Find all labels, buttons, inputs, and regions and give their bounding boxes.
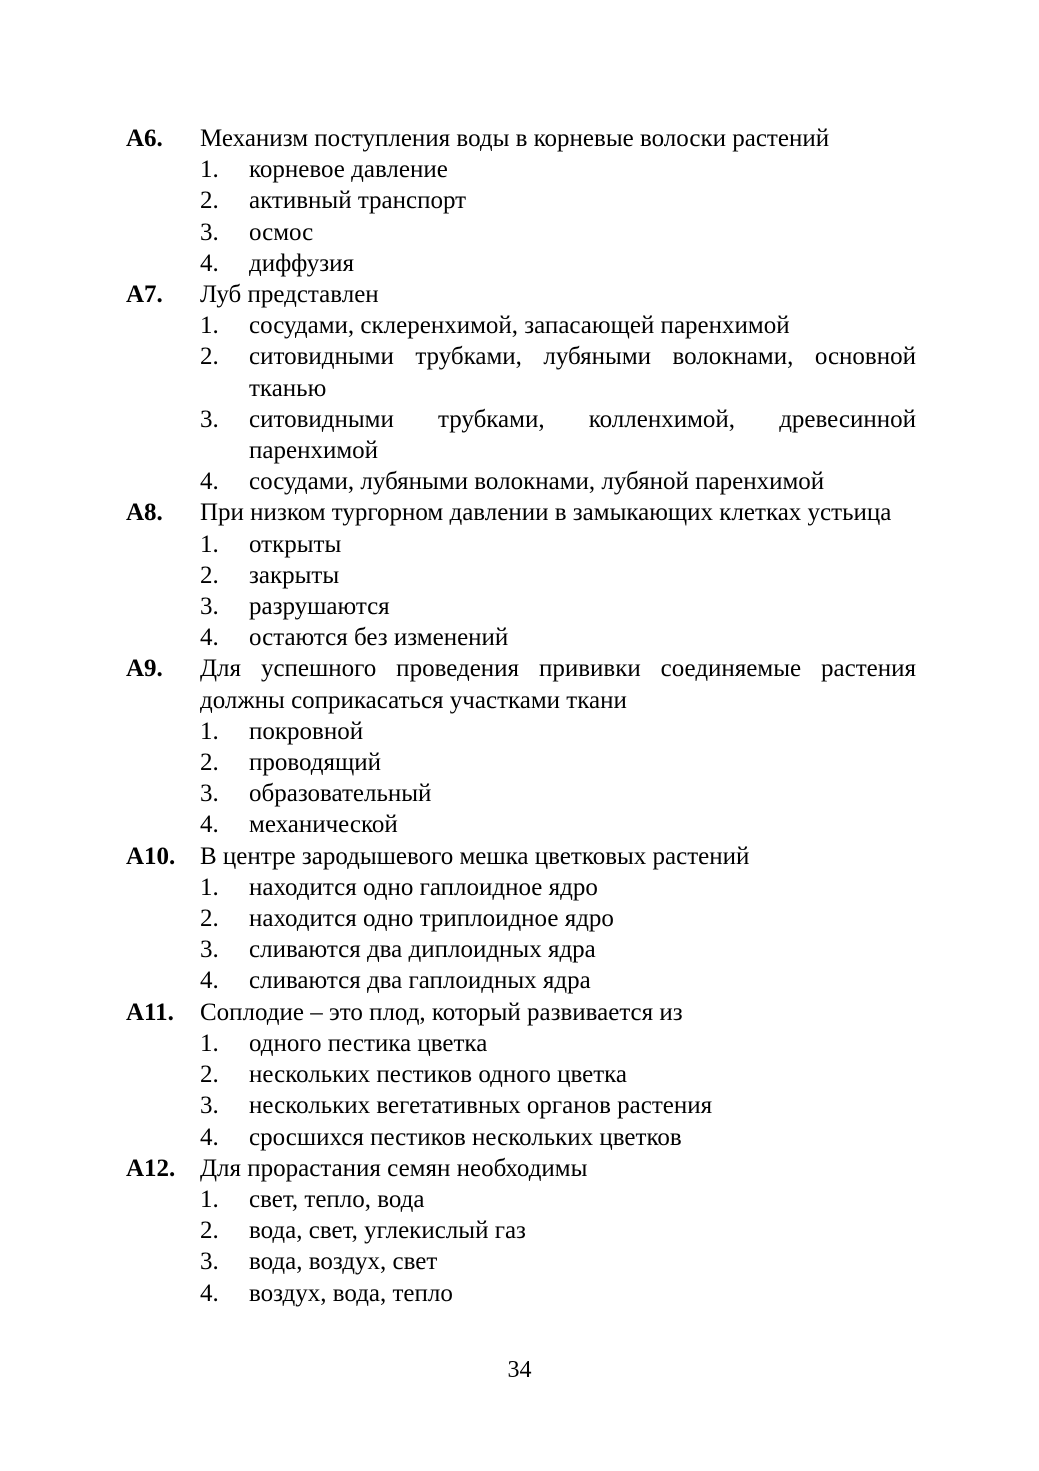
option-text: сливаются два гаплоидных ядра (249, 967, 591, 995)
option-number: 4. (200, 1279, 219, 1307)
option-text: остаются без изменений (249, 624, 509, 652)
option-text: вода, свет, углекислый газ (249, 1217, 526, 1245)
option-text: покровной (249, 717, 364, 745)
question-row (126, 123, 916, 154)
option-text: свет, тепло, вода (249, 1185, 425, 1213)
answer-option (126, 716, 916, 747)
answer-option (126, 248, 916, 279)
option-text: сосудами, склеренхимой, запасающей паренхимой (249, 312, 790, 340)
option-text: диффузия (249, 249, 354, 277)
option-number: 1. (200, 1029, 219, 1057)
option-number: 4. (200, 967, 219, 995)
question-block (126, 1153, 916, 1309)
option-number: 3. (200, 593, 219, 621)
question-text: В центре зародышевого мешка цветковых растений (200, 842, 750, 870)
option-number: 3. (200, 405, 219, 433)
question-row (126, 997, 916, 1028)
option-number: 2. (200, 343, 219, 371)
answer-option (126, 778, 916, 809)
option-number: 4. (200, 624, 219, 652)
option-number: 1. (200, 156, 219, 184)
answer-option (126, 1184, 916, 1215)
option-number: 1. (200, 530, 219, 558)
question-number: А10. (126, 842, 176, 870)
option-number: 2. (200, 749, 219, 777)
option-number: 2. (200, 1061, 219, 1089)
answer-option (126, 591, 916, 622)
option-text: сливаются два диплоидных ядра (249, 936, 596, 964)
question-number: А8. (126, 499, 163, 527)
question-row (126, 497, 916, 528)
page-number: 34 (507, 1357, 532, 1383)
option-text: проводящий (249, 749, 382, 777)
option-number: 1. (200, 1185, 219, 1213)
option-number: 2. (200, 187, 219, 215)
answer-option (126, 965, 916, 996)
option-number: 3. (200, 936, 219, 964)
answer-option (126, 466, 916, 497)
option-text: корневое давление (249, 156, 448, 184)
option-number: 2. (200, 1217, 219, 1245)
option-text: находится одно триплоидное ядро (249, 905, 614, 933)
question-row (126, 279, 916, 310)
answer-option (126, 934, 916, 965)
option-text: закрыты (249, 561, 340, 589)
question-row (126, 653, 916, 715)
answer-option (126, 1122, 916, 1153)
option-text: сосудами, лубяными волокнами, лубяной паренхимой (249, 468, 825, 496)
question-number: А9. (126, 655, 163, 683)
option-number: 4. (200, 1123, 219, 1151)
answer-option (126, 1090, 916, 1121)
answer-option (126, 1246, 916, 1277)
question-text: Для успешного проведения прививки соединяемые растения должны соприкасаться участками ткани (200, 655, 916, 714)
option-number: 3. (200, 218, 219, 246)
question-row (126, 841, 916, 872)
option-text: сросшихся пестиков нескольких цветков (249, 1123, 682, 1151)
option-text: осмос (249, 218, 314, 246)
option-text: вода, воздух, свет (249, 1248, 438, 1276)
answer-options (126, 310, 916, 497)
answer-option (126, 1059, 916, 1090)
option-number: 1. (200, 873, 219, 901)
answer-option (126, 217, 916, 248)
question-block (126, 123, 916, 279)
answer-options (126, 716, 916, 841)
option-number: 2. (200, 561, 219, 589)
option-number: 1. (200, 312, 219, 340)
question-text: Соплодие – это плод, который развивается из (200, 998, 683, 1026)
option-text: воздух, вода, тепло (249, 1279, 453, 1307)
option-number: 4. (200, 468, 219, 496)
answer-option (126, 404, 916, 466)
option-number: 3. (200, 1248, 219, 1276)
option-text: нескольких пестиков одного цветка (249, 1061, 628, 1089)
option-number: 4. (200, 249, 219, 277)
option-text: ситовидными трубками, лубяными волокнами, основной тканью (249, 343, 916, 402)
option-number: 4. (200, 811, 219, 839)
answer-option (126, 872, 916, 903)
option-text: находится одно гаплоидное ядро (249, 873, 598, 901)
question-block (126, 653, 916, 840)
option-text: открыты (249, 530, 342, 558)
option-number: 3. (200, 780, 219, 808)
option-text: разрушаются (249, 593, 390, 621)
question-text: Для прорастания семян необходимы (200, 1154, 588, 1182)
option-text: образовательный (249, 780, 432, 808)
answer-options (126, 1028, 916, 1153)
answer-option (126, 154, 916, 185)
option-number: 3. (200, 1092, 219, 1120)
question-number: А12. (126, 1154, 176, 1182)
option-text: ситовидными трубками, колленхимой, древесинной паренхимой (249, 405, 916, 465)
option-number: 1. (200, 717, 219, 745)
answer-option (126, 529, 916, 560)
answer-option (126, 1028, 916, 1059)
question-number: А7. (126, 281, 163, 309)
answer-option (126, 341, 916, 403)
option-text: одного пестика цветка (249, 1029, 488, 1057)
question-row (126, 1153, 916, 1184)
question-text: Луб представлен (200, 281, 379, 309)
question-block (126, 841, 916, 997)
option-text: механической (249, 811, 398, 839)
answer-option (126, 1215, 916, 1246)
answer-option (126, 560, 916, 591)
question-block (126, 279, 916, 497)
option-number: 2. (200, 905, 219, 933)
answer-option (126, 903, 916, 934)
answer-option (126, 809, 916, 840)
question-text: При низком тургорном давлении в замыкающих клетках устьица (200, 499, 892, 527)
question-number: А11. (126, 998, 174, 1026)
option-text: активный транспорт (249, 187, 467, 215)
question-text: Механизм поступления воды в корневые волоски растений (200, 125, 830, 152)
answer-option (126, 310, 916, 341)
answer-options (126, 154, 916, 279)
option-text: нескольких вегетативных органов растения (249, 1092, 713, 1120)
answer-option (126, 1278, 916, 1309)
question-block (126, 497, 916, 653)
answer-option (126, 622, 916, 653)
question-block (126, 997, 916, 1153)
question-list (126, 123, 916, 1309)
question-number: А6. (126, 125, 163, 152)
answer-option (126, 185, 916, 216)
answer-options (126, 872, 916, 997)
answer-option (126, 747, 916, 778)
answer-options (126, 529, 916, 654)
answer-options (126, 1184, 916, 1309)
